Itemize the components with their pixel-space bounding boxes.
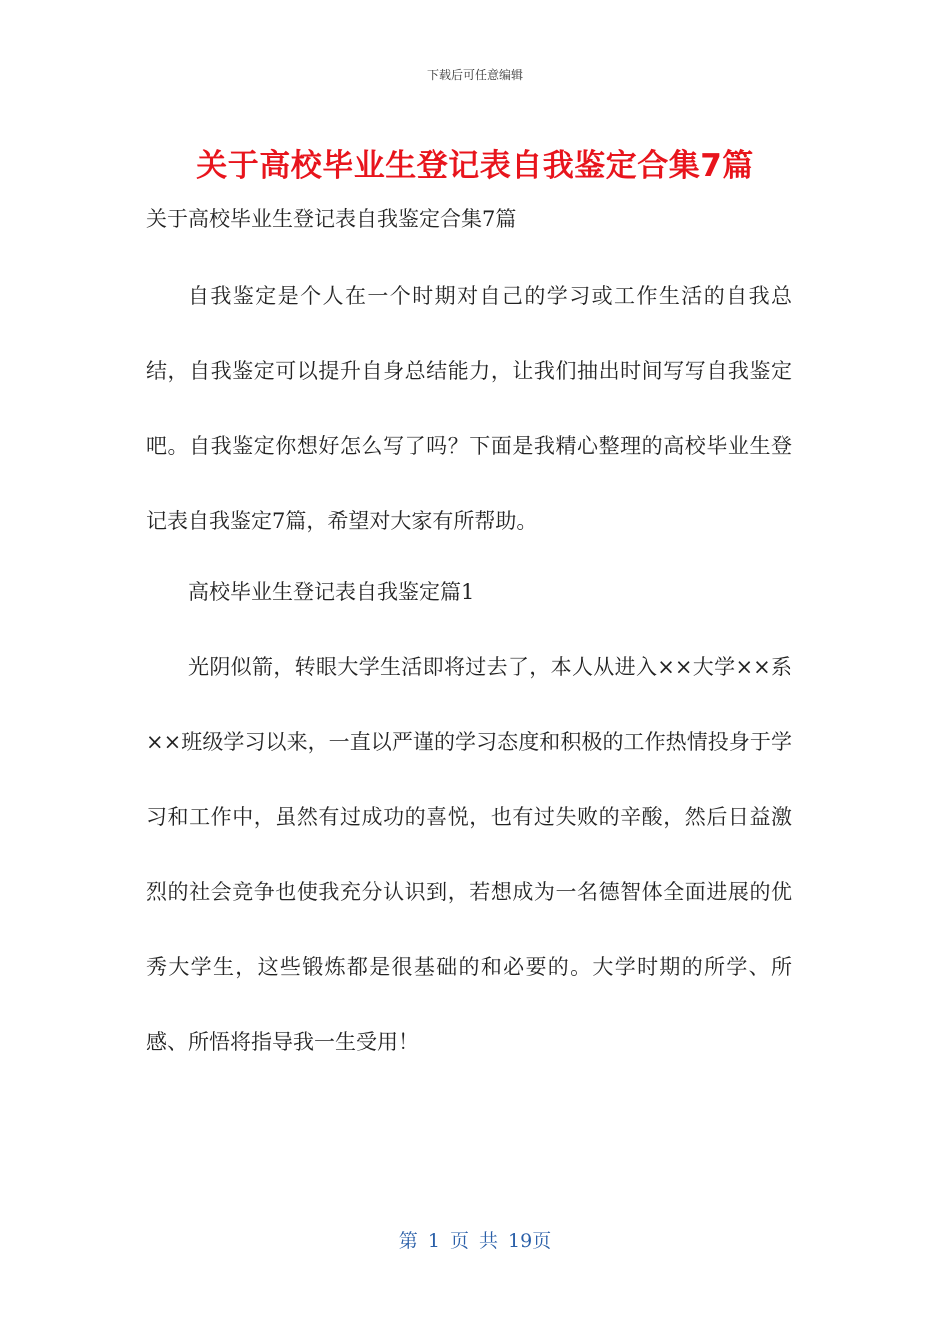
document-subtitle: 关于高校毕业生登记表自我鉴定合集7篇 (146, 207, 517, 231)
document-title: 关于高校毕业生登记表自我鉴定合集7篇 (196, 148, 754, 184)
header-note: 下载后可任意编辑 (426, 68, 523, 82)
page-footer: 第 1 页 共 19页 (398, 1230, 552, 1252)
section-heading-1: 高校毕业生登记表自我鉴定篇1 (188, 580, 475, 604)
section-body-1: 光阴似箭，转眼大学生活即将过去了，本人从进入××大学××系××班级学习以来，一直以严谨的学习态度和积极的工作热情投身于学习和工作中，虽然有过成功的喜悦，也有过失败的辛酸，然后日益激烈的社会竞争也使我充分认识到，若想成为一名德智体全面进展的优秀大学生，这些锻炼都是很基础的和必要的。大学时期的所学、所感、所悟将指导我一生受用！ (146, 655, 792, 1054)
intro-paragraph: 自我鉴定是个人在一个时期对自己的学习或工作生活的自我总结，自我鉴定可以提升自身总结能力，让我们抽出时间写写自我鉴定吧。自我鉴定你想好怎么写了吗？下面是我精心整理的高校毕业生登记表自我鉴定7篇，希望对大家有所帮助。 (146, 284, 792, 533)
